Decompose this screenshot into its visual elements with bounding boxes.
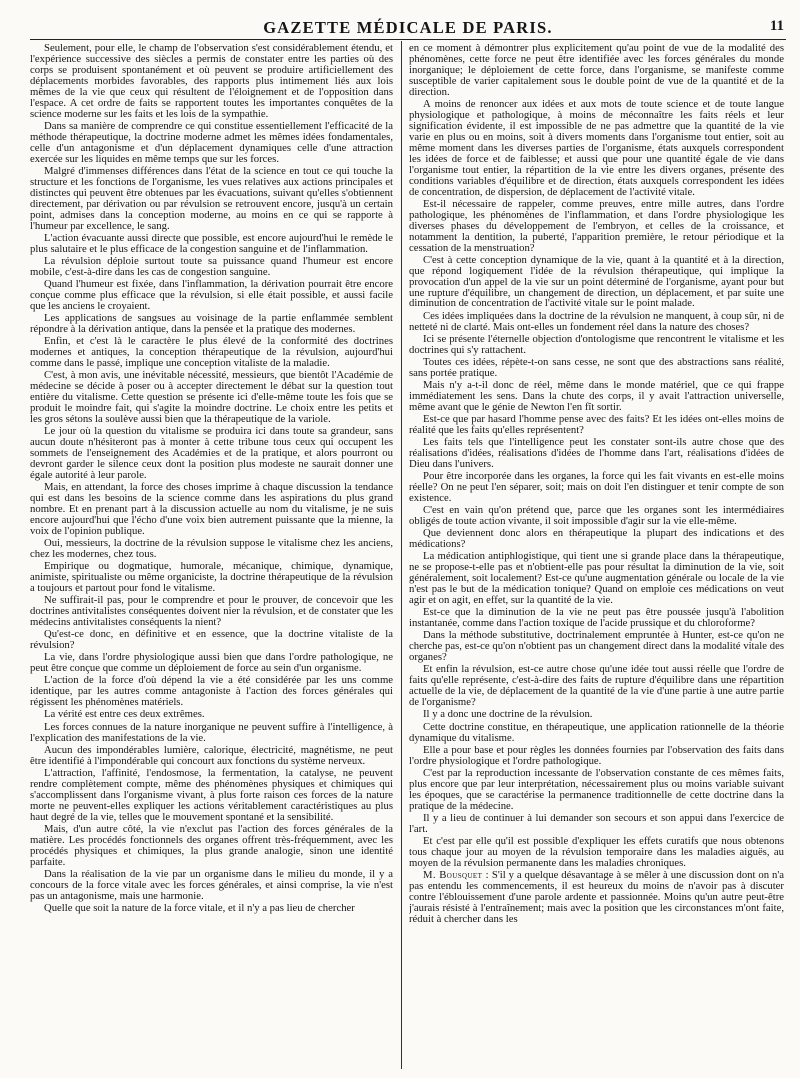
paragraph: Ici se présente l'éternelle objection d'ontologisme que rencontrent le vitalisme et les doctrines qui s'y rattachent. — [409, 332, 784, 356]
right-column — [409, 43, 784, 1073]
header-rule — [30, 39, 786, 40]
paragraph: L'action évacuante aussi directe que possible, est encore aujourd'hui le remède le plus salutaire et le plus efficace de la congestion sanguine et de l'inflammation. — [30, 231, 393, 255]
paragraph: Et enfin la révulsion, est-ce autre chose qu'une idée tout aussi réelle que l'ordre de faits qu'elle représente, c'est-à-dire des faits de rupture d'équilibre dans une répartition actuelle de la vie, de déplacement de la quantité de la vie d'une partie à une autre partie de l'organisme? — [409, 663, 784, 709]
paragraph: Quelle que soit la nature de la force vitale, et il n'y a pas lieu de chercher — [44, 901, 355, 914]
paragraph: Est-ce que par hasard l'homme pense avec des faits? Et les idées ont-elles moins de réalité que les faits qu'elles représentent? — [409, 412, 784, 436]
paragraph: Les applications de sangsues au voisinage de la partie enflammée semblent répondre à la dérivation antique, dans la pensée et la pratique des modernes. — [30, 312, 393, 335]
page-header — [30, 18, 786, 40]
paragraph: La révulsion déploie surtout toute sa puissance quand l'humeur est encore mobile, c'est-à-dire dans les cas de congestion sanguine. — [30, 254, 393, 278]
paragraph: Pour être incorporée dans les organes, la force qui les fait vivants en est-elle moins réelle? On ne peut l'en séparer, soit; mais on doit l'en distinguer et tenir compte de son existence. — [409, 470, 784, 504]
paragraph: L'action de la force d'où dépend la vie a été considérée par les uns comme identique, par les autres comme antagoniste à l'action des forces générales qui régissent les phénomènes matériels. — [30, 674, 393, 709]
paragraph: C'est en vain qu'on prétend que, parce que les organes sont les intermédiaires obligés de toute action vivante, il soit impossible d'agir sur la vie elle-même. — [409, 504, 784, 528]
paragraph: Oui, messieurs, la doctrine de la révulsion suppose le vitalisme chez les anciens, chez les modernes, chez tous. — [30, 537, 393, 560]
paragraph: Dans la méthode substitutive, doctrinalement empruntée à Hunter, est-ce qu'on ne cherche pas, est-ce qu'on n'obtient pas un changement direct dans la modalité vitale des organes? — [409, 629, 784, 664]
paragraph: Ne suffirait-il pas, pour le comprendre et pour le prouver, de concevoir que les doctrines antivitalistes conséquentes doivent nier la révulsion, et de constater que les médecins antivitalistes conséquents la nient? — [30, 594, 393, 629]
paragraph: Aucun des impondérables lumière, calorique, électricité, magnétisme, ne peut être identifié à l'impondérable qui concourt aux fonctions du système nerveux. — [30, 743, 393, 767]
journal-title: GAZETTE MÉDICALE DE PARIS. — [263, 18, 553, 37]
paragraph: Enfin, et c'est là le caractère le plus élevé de la conformité des doctrines modernes et antiques, la conception thérapeutique de la révulsion, aujourd'hui comme dans le passé, implique une conception vitaliste de la maladie. — [30, 335, 393, 369]
paragraph: Quand l'humeur est fixée, dans l'inflammation, la dérivation pourrait être encore conçue comme plus efficace que la révulsion, si elle était possible, et aussi facile que les anciens le croyaient. — [30, 277, 393, 312]
paragraph: Est-il nécessaire de rappeler, comme preuves, entre mille autres, dans l'ordre pathologique, les phénomènes de l'inflammation, et dans l'ordre physiologique les diverses phases du développement de l'embryon, et celles de la croissance, et notamment la dentition, la puberté, l'apparition première, le retour périodique et la cessation de la menstruation? — [409, 197, 784, 254]
speaker-name: M. Bousquet : — [423, 868, 489, 881]
paragraph: A moins de renoncer aux idées et aux mots de toute science et de toute langue physiologique et pathologique, à moins de méconnaître les faits réels et leur signification évidente, il est impossible de ne pas admettre que la quantité de la vie varie en plus ou en moins, soit à divers moments dans l'organisme tout entier, soit au même moment dans les diverses parties de l'organisme, états auxquels correspondent les idées de force et de faiblesse; et aussi que pour une quantité égale de vie dans l'organisme tout entier, la répartition de la vie entre les divers organes, présente des conditions variables d'équilibre et de direction, états auxquels correspondent les idées de concentration, de dispersion, de déplacement de l'activité vitale. — [409, 97, 784, 198]
paragraph: Empirique ou dogmatique, humorale, mécanique, chimique, dynamique, animiste, spiritualiste ou même organiciste, la doctrine thérapeutique de la révulsion a toujours et partout pour fond le vitalisme. — [30, 560, 393, 594]
left-column — [30, 43, 393, 1073]
paragraph: Malgré d'immenses différences dans l'état de la science en tout ce qui touche la structure et les fonctions de l'organisme, les vues relatives aux actions principales et distinctes qui peuvent être obtenues par les évacuations, suivant qu'elles s'obtiennent directement, par dérivation ou par révulsion se retrouvent encore, jusqu'à un certain point, admises dans la conception moderne, au moins en ce qui se rapporte à l'humeur par excellence, le sang. — [30, 164, 393, 232]
paragraph: Mais, en attendant, la force des choses imprime à chaque discussion la tendance qui est dans les besoins de la science comme dans les aspirations du plus grand nombre. Et en prenant part à la discussion actuelle au nom du vitalisme, je ne suis encore aujourd'hui que l'écho d'une voix bien autrement puissante que la mienne, la voix de l'opinion publique. — [30, 481, 393, 537]
paragraph: en ce moment à démontrer plus explicitement qu'au point de vue de la modalité des phénomènes, cette force ne peut être identifiée avec les forces générales du monde inorganique; le déploiement de cette force, dans l'organisme, se manifeste comme susceptible de varier capitalement sous le double point de vue de la quantité et de la direction. — [409, 43, 784, 98]
paragraph: Les forces connues de la nature inorganique ne peuvent suffire à l'intelligence, à l'explication des manifestations de la vie. — [30, 720, 393, 744]
paragraph: Dans la réalisation de la vie par un organisme dans le milieu du monde, il y a concours de la force vitale avec les forces générales, et ainsi comprise, la vie n'est pas un antagonisme, mais une harmonie. — [30, 867, 393, 902]
paragraph: Ces idées impliquées dans la doctrine de la révulsion ne manquent, à coup sûr, ni de netteté ni de clarté. Mais ont-elles un fondement réel dans la nature des choses? — [409, 309, 784, 333]
paragraph: Et c'est par elle qu'il est possible d'expliquer les effets curatifs que nous obtenons tous chaque jour au moyen de la révulsion temporaire dans les maladies aiguës, au moyen de la révulsion permanente dans les maladies chroniques. — [409, 834, 784, 869]
paragraph: Toutes ces idées, répète-t-on sans cesse, ne sont que des abstractions sans réalité, sans portée pratique. — [409, 355, 784, 379]
column-divider — [401, 41, 402, 1069]
paragraph: C'est, à mon avis, une inévitable nécessité, messieurs, que bientôt l'Académie de médecine se décide à poser ou à accepter directement le débat sur la question tout entière du vitalisme. Cette question se présente ici d'elle-même toute les fois que se produit le moindre fait, qui s'agite la moindre doctrine. Le choix entre les petits et les gros sétons la soulève aussi bien que la thérapeutique de la variole. — [30, 369, 393, 425]
paragraph: Il y a donc une doctrine de la révulsion. — [423, 708, 593, 721]
paragraph: Que deviennent donc alors en thérapeutique la plupart des indications et des médications? — [409, 527, 784, 551]
page-number: 11 — [769, 18, 784, 34]
speaker-paragraph — [409, 870, 784, 925]
paragraph: Il y a lieu de continuer à lui demander son secours et son appui dans l'exercice de l'art. — [409, 811, 784, 835]
speaker-text: S'il y a quelque désavantage à se mêler à une discussion dont on n'a pas entendu les commencements, il est heureux du moins de n'avoir pas à discuter contre l'éblouissement d'une parole ardente et passionnée. Moins qu'un autre peut-être j'aurais résisté à l'entraînement; mais avec la position que les circonstances m'ont faite, réduit à chercher dans les — [409, 868, 784, 925]
paragraph: Le jour où la question du vitalisme se produira ici dans toute sa grandeur, sans aucun doute n'hésiteront pas à monter à cette tribune tous ceux qui occupent les sommets de l'enseignement des Académies et de la pratique, et alors pourront ou devront garder le silence ceux dont la position plus modeste ne saurait donner une égale autorité à leur parole. — [30, 425, 393, 481]
paragraph: Mais n'y a-t-il donc de réel, même dans le monde matériel, que ce qui frappe immédiatement les sens. Dans la chute des corps, il y avait l'attraction universelle, même avant que le génie de Newton l'en fît sortir. — [409, 378, 784, 413]
paragraph: Elle a pour base et pour règles les données fournies par l'observation des faits dans l'ordre physiologique et l'ordre pathologique. — [409, 743, 784, 767]
paragraph: Les faits tels que l'intelligence peut les constater sont-ils autre chose que des réalisations d'idées, réalisations d'idées de l'homme dans l'art, réalisations d'idées de Dieu dans l'univers. — [409, 436, 784, 470]
paragraph: La médication antiphlogistique, qui tient une si grande place dans la thérapeutique, ne se propose-t-elle pas et n'obtient-elle pas pour résultat la diminution de la vie, soit généralement, soit localement? Est-ce qu'une augmentation générale ou locale de la vie n'est pas le but de la médication tonique? Quand on emploie ces médications on veut agir et on agit, en effet, sur la quantité de la vie. — [409, 550, 784, 607]
paragraph: C'est à cette conception dynamique de la vie, quant à la quantité et à la direction, que répond logiquement l'idée de la révulsion thérapeutique, qui implique la provocation d'un appel de la vie sur un point déterminé de l'organisme, ayant pour but une rupture d'équilibre, un changement de direction, un déplacement, et par suite une diminution de concentration de l'activité vitale sur le point malade. — [409, 253, 784, 310]
paragraph: Mais, d'un autre côté, la vie n'exclut pas l'action des forces générales de la matière. Les procédés fonctionnels des organes offrent très-fréquemment, avec les procédés physiques et chimiques, la plus grande analogie, sinon une identité parfaite. — [30, 822, 393, 868]
paragraph: Seulement, pour elle, le champ de l'observation s'est considérablement étendu, et l'expérience successive des siècles a permis de constater entre les parties où des corps se produisent spontanément et où peuvent se produire artificiellement des déplacements morbides favorables, des rapports plus intimement liés aux lois mêmes de la vie que ceux qui résultent de l'éloignement et de l'opposition dans l'espace. A cet ordre de faits se rapportent toutes les importantes conquêtes de la science moderne sur les faits et les lois de la sympathie. — [30, 43, 393, 120]
paragraph: L'attraction, l'affinité, l'endosmose, la fermentation, la catalyse, ne peuvent rendre complètement compte, même des phénomènes physiques et chimiques qui s'accomplissent dans l'organisme vivant, à plus forte raison ces forces de la nature morte ne peuvent-elles expliquer les actions véritablement caractéristiques au plus haut degré de la vie, telles que le mouvement spontané et la sensibilité. — [30, 766, 393, 823]
paragraph: Dans sa manière de comprendre ce qui constitue essentiellement l'efficacité de la méthode thérapeutique, la doctrine moderne admet les mêmes idées fondamentales, celle d'un antagonisme et d'un déplacement dynamiques celle d'une attraction exercée sur les liquides en même temps que sur les forces. — [30, 119, 393, 165]
paragraph: Qu'est-ce donc, en définitive et en essence, que la doctrine vitaliste de la révulsion? — [30, 628, 393, 652]
paragraph: Cette doctrine constitue, en thérapeutique, une application rationnelle de la théorie dynamique du vitalisme. — [409, 720, 784, 744]
paragraph: La vérité est entre ces deux extrêmes. — [44, 708, 205, 721]
paragraph: C'est par la reproduction incessante de l'observation constante de ces mêmes faits, plus encore que par leur interprétation, nécessairement plus ou moins variable suivant les époques, que se caractérise la permanence traditionnelle de cette doctrine dans la pratique de la médecine. — [409, 766, 784, 812]
paragraph: La vie, dans l'ordre physiologique aussi bien que dans l'ordre pathologique, ne peut être conçue que comme un déploiement de force au sein d'un organisme. — [30, 651, 393, 675]
paragraph: Est-ce que la diminution de la vie ne peut pas être poussée jusqu'à l'abolition instantanée, comme dans l'action toxique de l'acide prussique et du chloroforme? — [409, 606, 784, 630]
